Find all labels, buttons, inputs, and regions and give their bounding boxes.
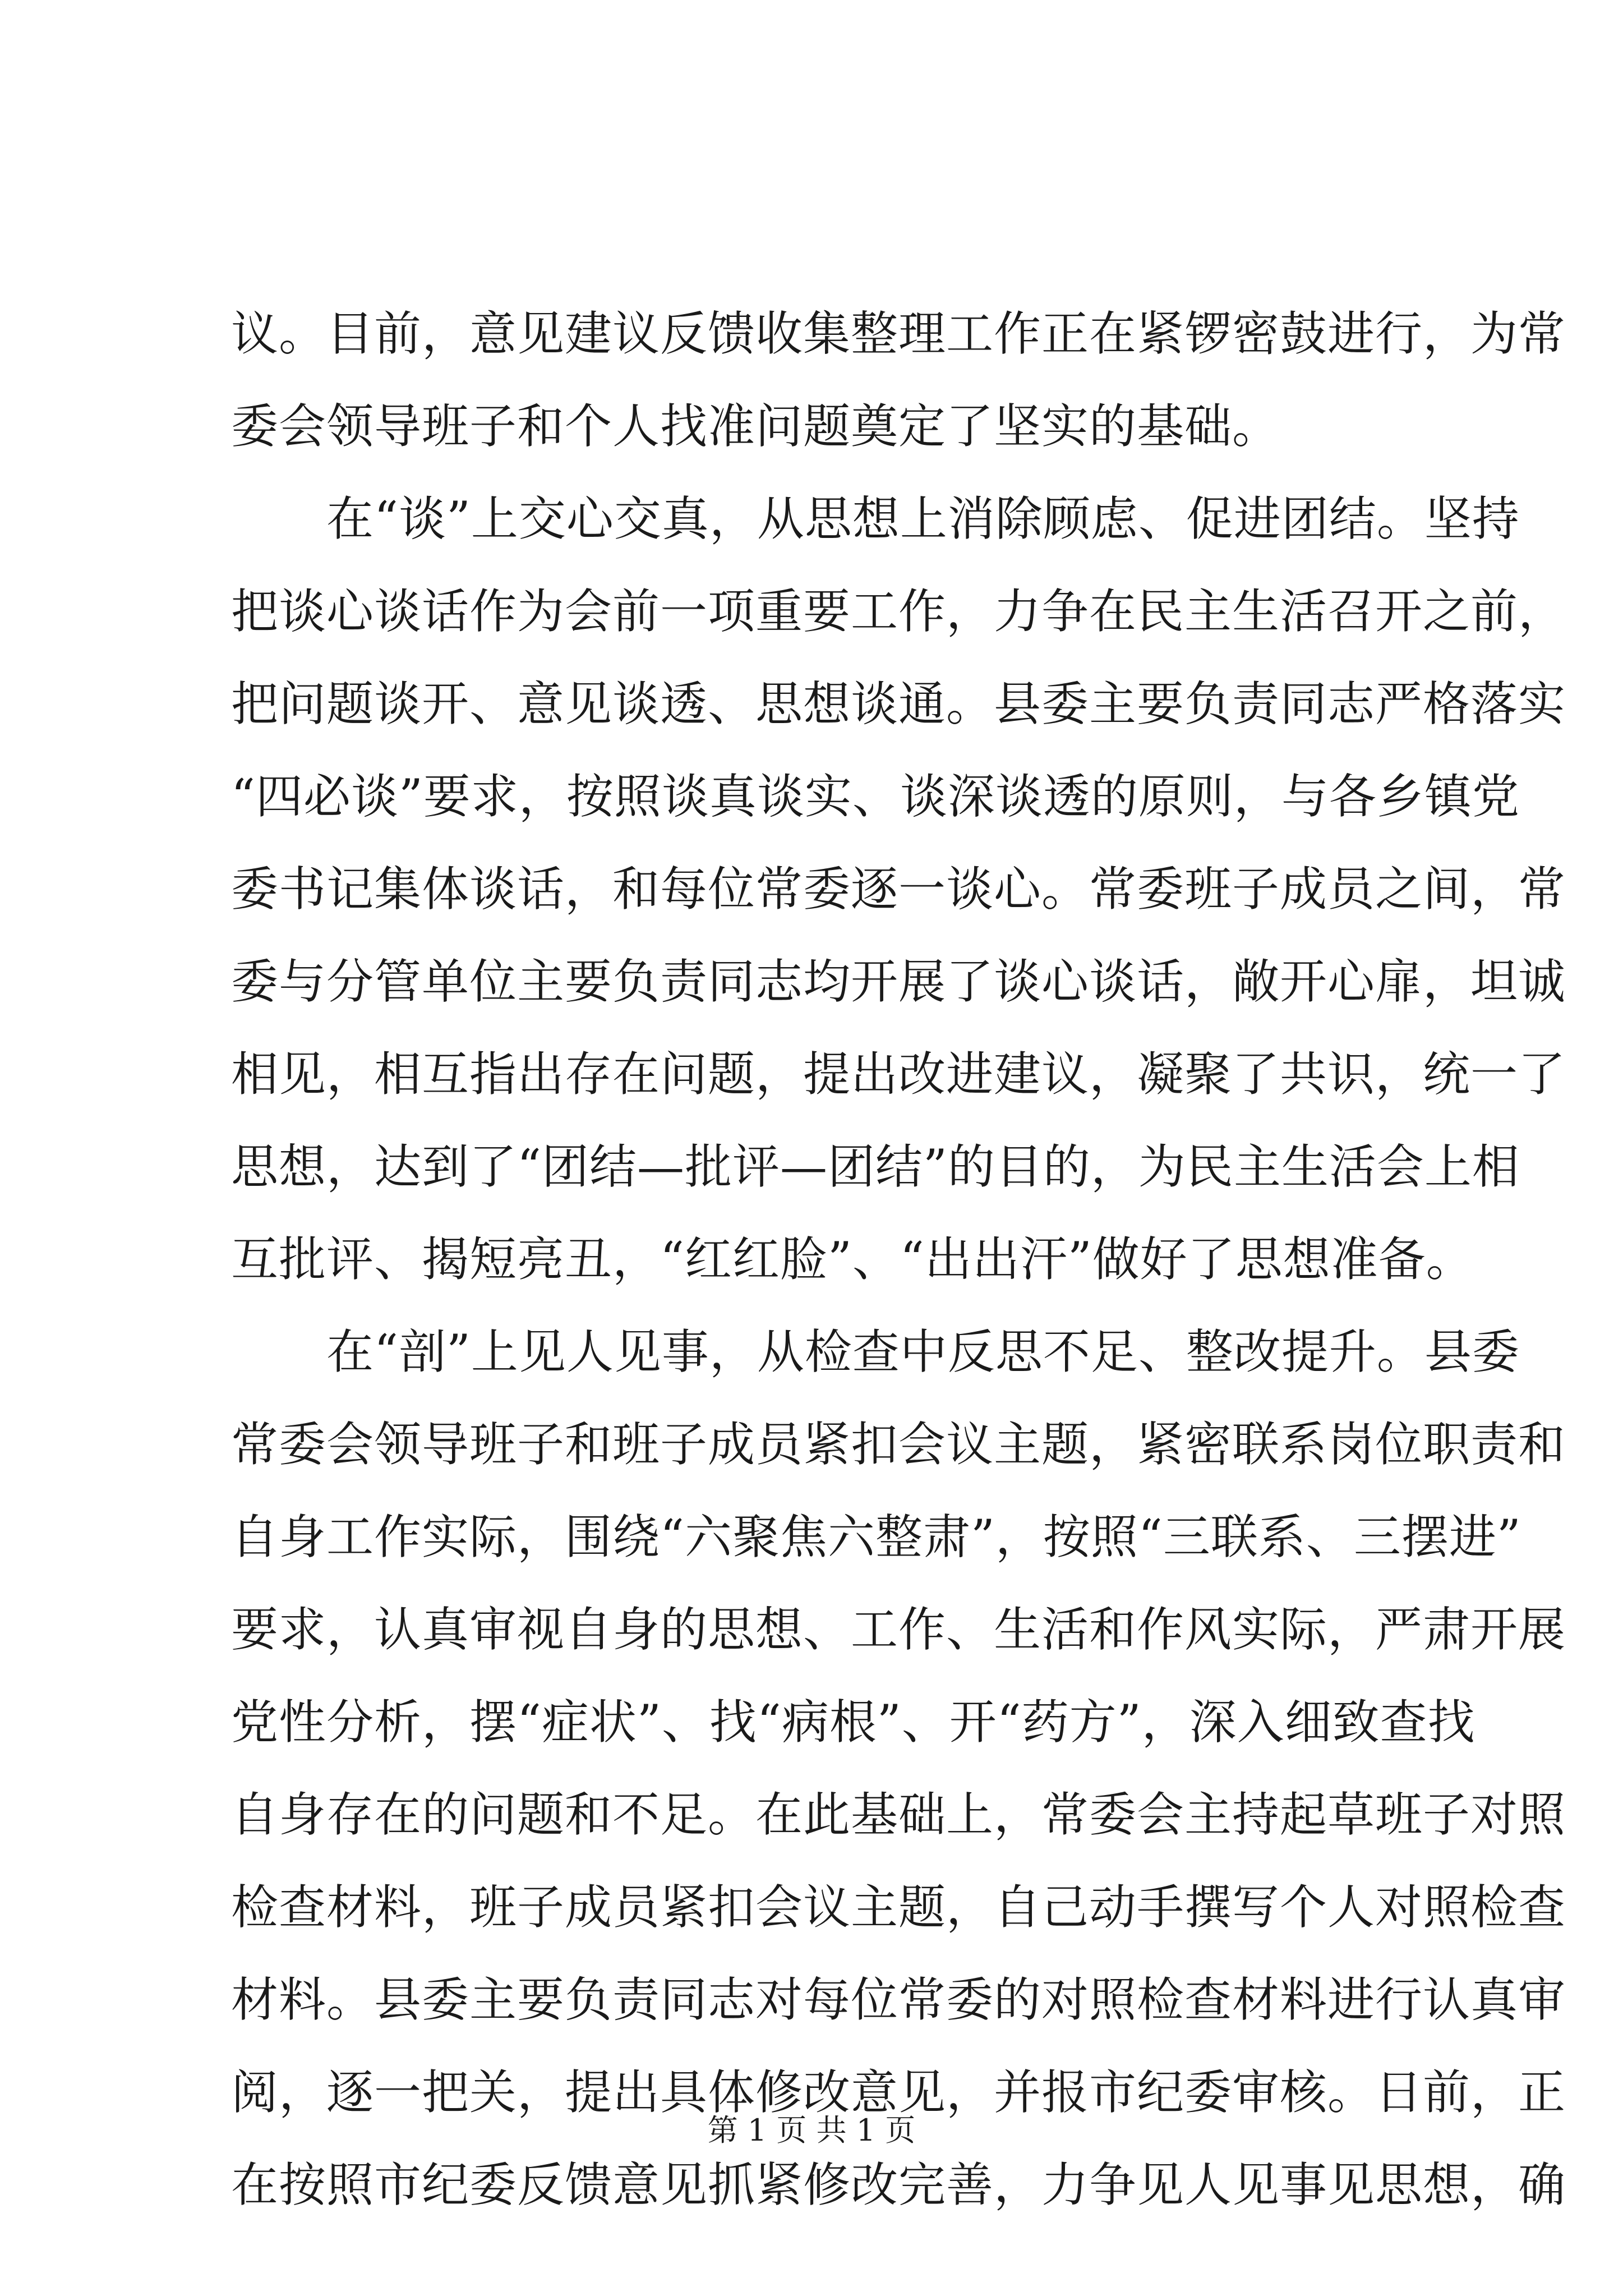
text-line: 阅，逐一把关，提出具体修改意见，并报市纪委审核。日前，正: [231, 2065, 1566, 2120]
text-line: 材料。县委主要负责同志对每位常委的对照检查材料进行认真审: [231, 1972, 1566, 2027]
text-line: 常委会领导班子和班子成员紧扣会议主题，紧密联系岗位职责和: [231, 1417, 1566, 1472]
text-line: 要求，认真审视自身的思想、工作、生活和作风实际，严肃开展: [231, 1602, 1566, 1657]
text-line: 在“剖”上见人见事，从检查中反思不足、整改提升。县委: [231, 1324, 1520, 1379]
text-line: 在“谈”上交心交真，从思想上消除顾虑、促进团结。坚持: [231, 491, 1520, 546]
text-line: 自身存在的问题和不足。在此基础上，常委会主持起草班子对照: [231, 1787, 1566, 1842]
text-line: 自身工作实际，围绕“六聚焦六整肃”，按照“三联系、三摆进”: [231, 1510, 1521, 1565]
page-footer: 第 1 页 共 1 页: [707, 2113, 916, 2148]
text-line: 互批评、揭短亮丑，“红红脸”、“出出汗”做好了思想准备。: [231, 1232, 1474, 1287]
text-line: 把谈心谈话作为会前一项重要工作，力争在民主生活召开之前，: [231, 584, 1566, 639]
body-text: [231, 288, 1566, 2231]
text-line: 委书记集体谈话，和每位常委逐一谈心。常委班子成员之间，常: [231, 862, 1566, 917]
text-line: 委与分管单位主要负责同志均开展了谈心谈话，敞开心扉，坦诚: [231, 954, 1566, 1009]
text-line: 委会领导班子和个人找准问题奠定了坚实的基础。: [231, 399, 1280, 454]
text-line: 把问题谈开、意见谈透、思想谈通。县委主要负责同志严格落实: [231, 677, 1566, 731]
text-line: 相见，相互指出存在问题，提出改进建议，凝聚了共识，统一了: [231, 1047, 1566, 1102]
text-line: 思想，达到了“团结—批评—团结”的目的，为民主生活会上相: [231, 1139, 1520, 1194]
text-line: 检查材料，班子成员紧扣会议主题，自己动手撰写个人对照检查: [231, 1880, 1566, 1935]
text-line: 议。目前，意见建议反馈收集整理工作正在紧锣密鼓进行，为常: [231, 306, 1566, 361]
text-line: 在按照市纪委反馈意见抓紧修改完善，力争见人见事见思想，确: [231, 2157, 1566, 2212]
text-line: “四必谈”要求，按照谈真谈实、谈深谈透的原则，与各乡镇党: [231, 769, 1520, 824]
text-line: 党性分析，摆“症状”、找“病根”、开“药方”，深入细致查找: [231, 1695, 1476, 1750]
